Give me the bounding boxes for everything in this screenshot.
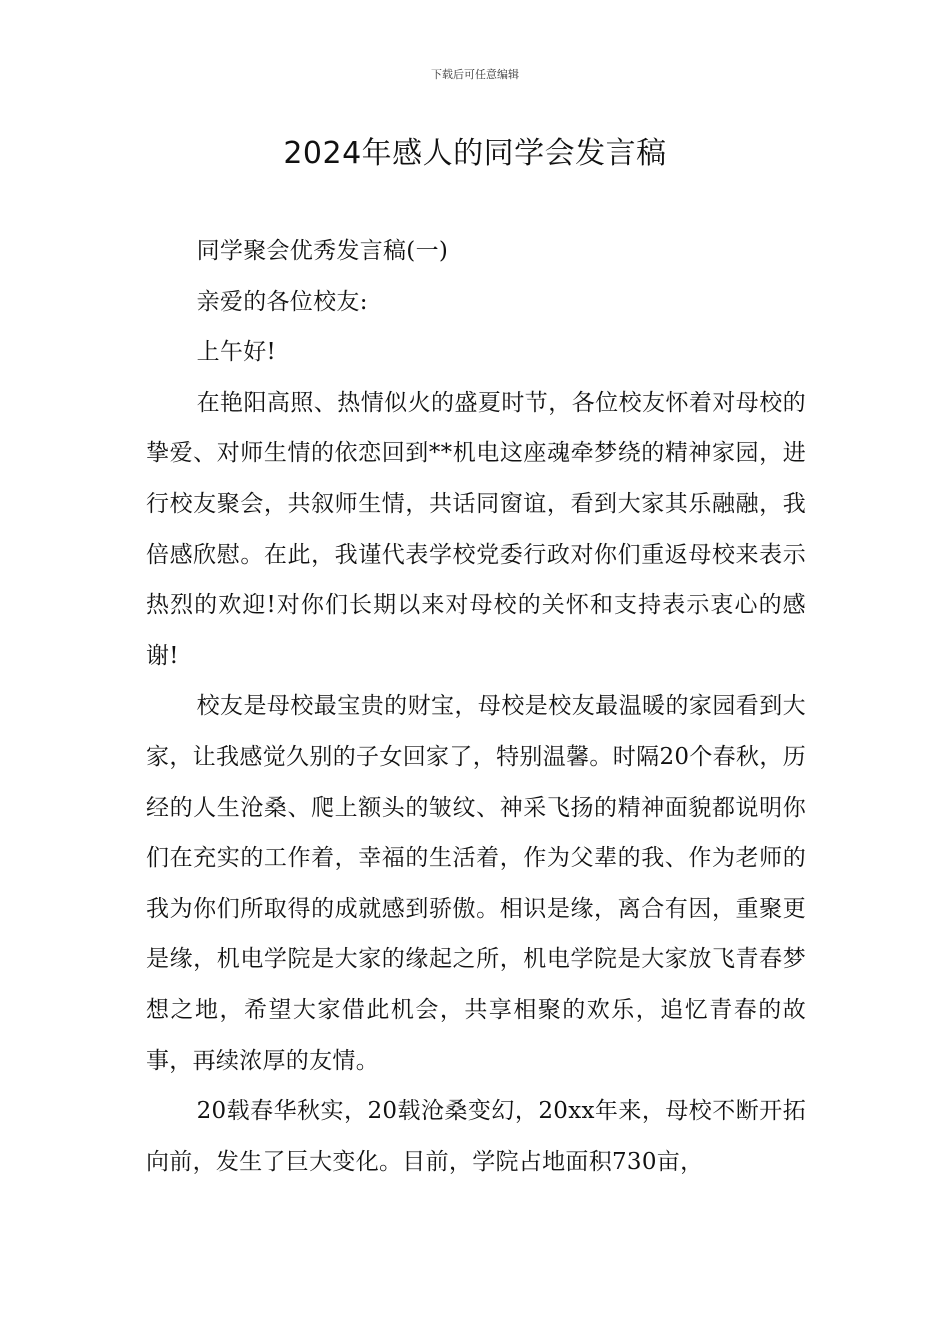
paragraph-speech-heading: 同学聚会优秀发言稿(一)	[196, 238, 449, 264]
paragraph-alumni: 校友是母校最宝贵的财宝，母校是校友最温暖的家园看到大家，让我感觉久别的子女回家了，特别温馨。时隔20个春秋，历经的人生沧桑、爬上额头的皱纹、神采飞扬的精神面貌都说明你们在充实的工作着，幸福的生活着，作为父辈的我、作为老师的我为你们所取得的成就感到骄傲。相识是缘，离合有因，重聚更是缘，机电学院是大家的缘起之所，机电学院是大家放飞青春梦想之地，希望大家借此机会，共享相聚的欢乐，追忆青春的故事，再续浓厚的友情。	[146, 693, 806, 1074]
document-title: 2024年感人的同学会发言稿	[283, 136, 667, 171]
paragraph-welcome: 在艳阳高照、热情似火的盛夏时节，各位校友怀着对母校的挚爱、对师生情的依恋回到**机电这座魂牵梦绕的精神家园，进行校友聚会，共叙师生情，共话同窗谊，看到大家其乐融融，我倍感欣慰。在此，我谨代表学校党委行政对你们重返母校来表示热烈的欢迎!对你们长期以来对母校的关怀和支持表示衷心的感谢!	[146, 389, 806, 669]
document-body	[146, 226, 806, 1187]
paragraph-greeting: 上午好!	[196, 339, 277, 366]
page-header-note: 下载后可任意编辑	[431, 68, 519, 81]
paragraph-development: 20载春华秋实，20载沧桑变幻，20xx年来，母校不断开拓向前，发生了巨大变化。目前，学院占地面积730亩，	[146, 1098, 806, 1175]
paragraph-salutation: 亲爱的各位校友:	[196, 288, 368, 315]
